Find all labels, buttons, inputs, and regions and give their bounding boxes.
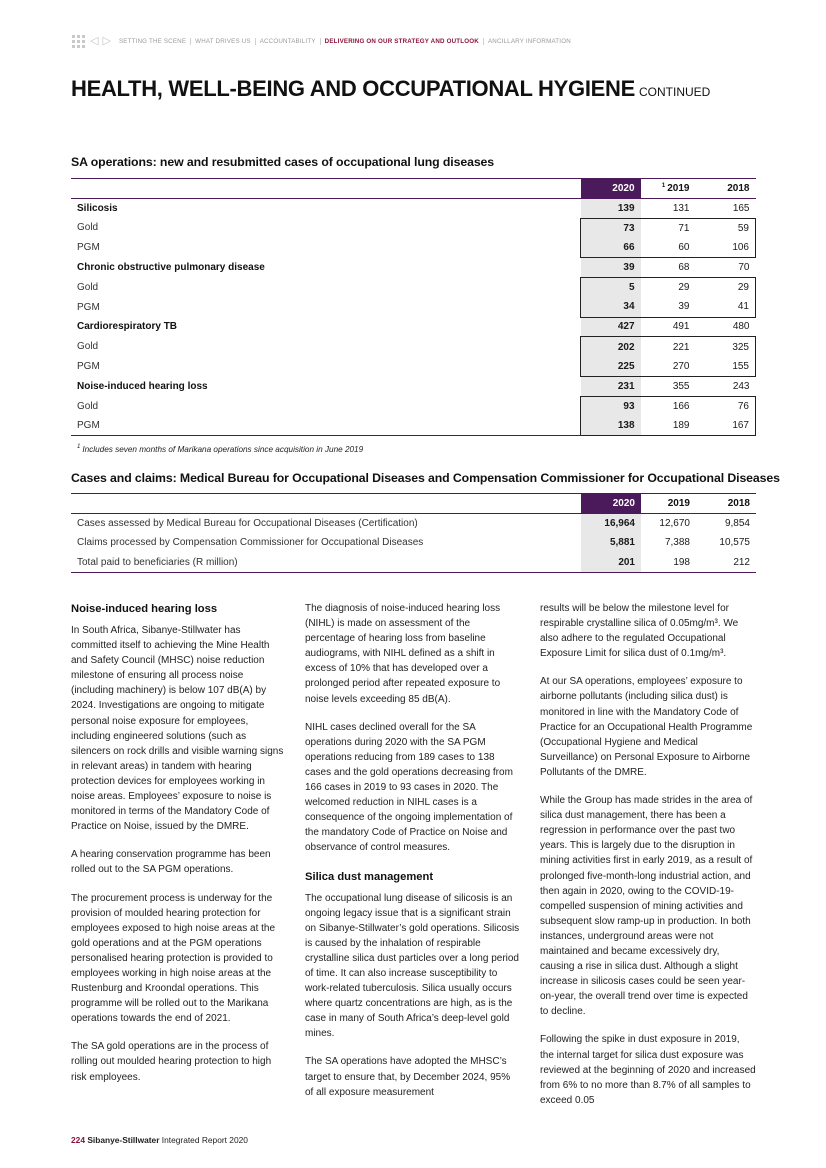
row-label: Gold	[77, 222, 99, 234]
arrow-right-icon[interactable]: ▷	[102, 34, 111, 47]
value-2020: 66	[581, 238, 641, 258]
table-row	[71, 337, 756, 357]
page-title	[71, 76, 710, 102]
value-2018: 29	[696, 277, 756, 297]
table-row	[71, 297, 756, 317]
value-2019: 7,388	[664, 537, 690, 549]
table-row	[71, 376, 756, 396]
nav-item-what-drives-us[interactable]: WHAT DRIVES US	[190, 38, 255, 45]
value-2018: 41	[696, 297, 756, 317]
value-2020: 427	[581, 317, 641, 337]
value-2019: 166	[641, 396, 696, 416]
value-2019: 491	[672, 321, 690, 333]
table1-body	[71, 198, 756, 436]
value-2019: 270	[641, 357, 696, 377]
table-row	[71, 533, 756, 553]
body-paragraph: A hearing conservation programme has been rolled out to the SA PGM operations.	[71, 849, 271, 876]
value-2019: 39	[641, 297, 696, 317]
footnote-marker: 1	[661, 182, 666, 189]
table-row	[71, 317, 756, 337]
body-paragraph: The procurement process is underway for the provision of moulded hearing protection for employees exposed to high noise areas at the gold operations and at the PGM operations personalised hearing protection is provided to employees working in high noise areas at the Rustenburg and Kroondal operations. This programme will be rolled out to the Marikana operations towards the end of 2021.	[71, 892, 276, 1025]
row-label: PGM	[71, 416, 581, 436]
page-title-suffix: CONTINUED	[638, 85, 711, 99]
value-2020: 231	[581, 376, 641, 396]
value-2019: 60	[641, 238, 696, 258]
body-paragraph: results will be below the milestone level for respirable crystalline silica of 0.05mg/m³. We also adhere to the regulated Occupational Exposure Limit for silica dust of 0.1mg/m³.	[540, 603, 739, 660]
row-label: PGM	[77, 242, 100, 254]
row-label: Total paid to beneficiaries (R million)	[71, 553, 581, 573]
nav-items	[119, 38, 575, 45]
value-2018: 10,575	[719, 537, 750, 549]
arrow-left-icon[interactable]: ◁	[90, 34, 99, 47]
footnote-text: Includes seven months of Marikana operations since acquisition in June 2019	[82, 445, 364, 454]
row-label: Gold	[77, 400, 99, 412]
table-row	[71, 416, 756, 436]
body-paragraph: NIHL cases declined overall for the SA operations during 2020 with the SA PGM operations reducing from 189 cases to 138 cases and the gold operations decreasing from 166 cases in 2019 to 93 cases in 2020. The welcomed reduction in NIHL cases is a consequence of the ongoing implementation of the mandatory Code of Practice on Noise and observance of control measures.	[305, 721, 513, 854]
cases-claims-table	[71, 493, 756, 573]
page-footer	[71, 1135, 248, 1145]
footer-company: Sibanye-Stillwater	[87, 1135, 160, 1145]
table1-title: SA operations: new and resubmitted cases of occupational lung diseases	[71, 155, 495, 169]
table2-title: Cases and claims: Medical Bureau for Occupational Diseases and Compensation Commissioner for Occupational Diseases	[71, 471, 780, 485]
value-2018: 70	[738, 262, 750, 274]
body-paragraph: At our SA operations, employees’ exposure to airborne pollutants (including silica dust) is monitored in line with the Mandatory Code of Practice for an Occupational Health Programme (Occupational Hygiene and Medical Surveillance) on Personal Exposure to Airborne Pollutants of the DMRE.	[540, 676, 753, 778]
body-paragraph: The diagnosis of noise-induced hearing loss (NIHL) is made on assessment of the percentage of hearing loss from baseline audiograms, with NIHL defined as a shift in excess of 10% that has developed over a prolonged period after repeated exposure to noise levels exceeding 85 dB(A).	[305, 603, 501, 705]
row-label: Cases assessed by Medical Bureau for Occupational Diseases (Certification)	[77, 517, 418, 529]
body-paragraph: The SA operations have adopted the MHSC’s target to ensure that, by December 2024, 95% of all exposure measurement	[305, 1056, 511, 1098]
body-paragraph: The occupational lung disease of silicosis is an ongoing legacy issue that is a significant strain on Sibanye-Stillwater’s gold operations. Silicosis is caused by the inhalation of respirable crystalline silica dust particles over a long period of time. It can also increase susceptibility to work-related tuberculosis. Silica usually occurs where quartz concentrations are high, as is the case in many of South Africa’s deep-level gold mines.	[305, 892, 520, 1040]
value-2018: 212	[696, 553, 756, 573]
footer-report: Integrated Report 2020	[161, 1135, 248, 1145]
value-2018: 76	[696, 396, 756, 416]
value-2019: 189	[641, 416, 696, 436]
value-2020: 34	[581, 297, 641, 317]
value-2020: 5	[581, 277, 641, 297]
value-2019: 68	[678, 262, 690, 274]
row-label: Gold	[77, 341, 99, 353]
table-row	[71, 238, 756, 258]
page-number: 224	[71, 1135, 85, 1145]
row-label: Silicosis	[77, 202, 118, 214]
footnote-marker: 1	[77, 444, 81, 450]
lung-diseases-table	[71, 178, 756, 436]
value-2019: 71	[641, 218, 696, 238]
section-nav	[72, 34, 575, 48]
table2-header-blank	[71, 494, 581, 514]
value-2018: 106	[696, 238, 756, 258]
value-2019: 12,670	[659, 517, 690, 529]
table1-header-2020: 2020	[581, 179, 641, 199]
table1-header-2019-label: 2019	[667, 182, 690, 194]
table2-header-2019: 2019	[641, 494, 696, 514]
table-row	[71, 258, 756, 278]
row-label: PGM	[77, 361, 100, 373]
row-label: Cardiorespiratory TB	[77, 321, 178, 333]
value-2020: 93	[581, 396, 641, 416]
value-2019: 198	[641, 553, 696, 573]
table-row	[71, 218, 756, 238]
row-label: Noise-induced hearing loss	[77, 380, 208, 392]
value-2020: 139	[581, 198, 641, 218]
table2-header-2018: 2018	[696, 494, 756, 514]
value-2018: 9,854	[724, 517, 750, 529]
value-2018: 155	[696, 357, 756, 377]
table1-header-blank	[71, 179, 581, 199]
table-row	[71, 553, 756, 573]
table1-footnote	[77, 444, 363, 454]
body-column-1	[71, 601, 287, 1098]
value-2019: 29	[641, 277, 696, 297]
table-row	[71, 277, 756, 297]
value-2018: 243	[732, 380, 750, 392]
table-row	[71, 357, 756, 377]
body-column-2	[305, 601, 521, 1113]
row-label: Gold	[77, 281, 99, 293]
table2-header-row	[71, 494, 756, 514]
silica-heading: Silica dust management	[305, 870, 434, 883]
value-2020: 39	[581, 258, 641, 278]
value-2020: 16,964	[581, 513, 641, 533]
table-row	[71, 198, 756, 218]
body-paragraph: The SA gold operations are in the process of rolling out moulded hearing protection to high risk employees.	[71, 1041, 272, 1083]
table1-header-row	[71, 179, 756, 199]
row-label: PGM	[77, 301, 100, 313]
value-2019: 131	[672, 202, 690, 214]
nav-item-ancillary-information[interactable]: ANCILLARY INFORMATION	[483, 38, 575, 45]
nav-item-delivering-strategy[interactable]: DELIVERING ON OUR STRATEGY AND OUTLOOK	[320, 38, 483, 45]
row-label: Chronic obstructive pulmonary disease	[77, 262, 265, 274]
body-paragraph: In South Africa, Sibanye-Stillwater has committed itself to achieving the Mine Health and Safety Council (MHSC) noise reduction milestone of ensuring all process noise (including machinery) is below 107 dB(A) by 2024. Investigations are ongoing to mitigate personal noise exposure for employees, including engineered solutions (such as silencers on rock drills and visible warning signs in relevant areas) in tandem with hearing protection devices for employees working in noise areas. Employees’ exposure to noise is monitored in terms of the Mandatory Code of Practice on Noise, issued by the DMRE.	[71, 625, 284, 833]
row-label: Claims processed by Compensation Commissioner for Occupational Diseases	[77, 537, 424, 549]
nav-item-setting-the-scene[interactable]: SETTING THE SCENE	[118, 37, 187, 45]
value-2020: 201	[581, 553, 641, 573]
value-2019: 221	[641, 337, 696, 357]
table1-header-2018: 2018	[696, 179, 756, 199]
value-2020: 5,881	[581, 533, 641, 553]
contents-grid-icon[interactable]	[72, 35, 85, 48]
value-2018: 325	[696, 337, 756, 357]
nihl-heading: Noise-induced hearing loss	[71, 603, 218, 615]
table1-header-2019	[641, 179, 696, 199]
body-paragraph: While the Group has made strides in the area of silica dust management, there has been a regression in performance over the past two years. This is largely due to the disruption in mining activities first in early 2019, as a result of prolonged five-month-long industrial action, and then again in 2020, owing to the COVID-19-compelled suspension of mining activities and subsequent slow ramp-up in production. In both instances, underground areas were not maintained and became excessively dry, causing a rise in silica dust. Although a slight increase in silicosis cases could be seen year-on-year, the overall trend over time is expected to decline.	[540, 795, 753, 1018]
value-2020: 73	[581, 218, 641, 238]
value-2018: 480	[732, 321, 750, 333]
table-row	[71, 396, 756, 416]
page-title-text: HEALTH, WELL-BEING AND OCCUPATIONAL HYGIENE	[71, 76, 635, 101]
value-2020: 225	[581, 357, 641, 377]
nav-item-accountability[interactable]: ACCOUNTABILITY	[255, 38, 320, 45]
value-2018: 165	[732, 202, 750, 214]
table-row	[71, 513, 756, 533]
table2-body	[71, 513, 756, 572]
table2-header-2020: 2020	[581, 494, 641, 514]
value-2019: 355	[672, 380, 690, 392]
value-2020: 202	[581, 337, 641, 357]
value-2018: 59	[696, 218, 756, 238]
value-2020: 138	[581, 416, 641, 436]
value-2018: 167	[696, 416, 756, 436]
body-paragraph: Following the spike in dust exposure in 2019, the internal target for silica dust exposure was reviewed at the beginning of 2020 and increased from 6% to no more than 8.7% of all samples to exceed 0.05	[540, 1034, 756, 1106]
body-column-3	[540, 601, 756, 1121]
